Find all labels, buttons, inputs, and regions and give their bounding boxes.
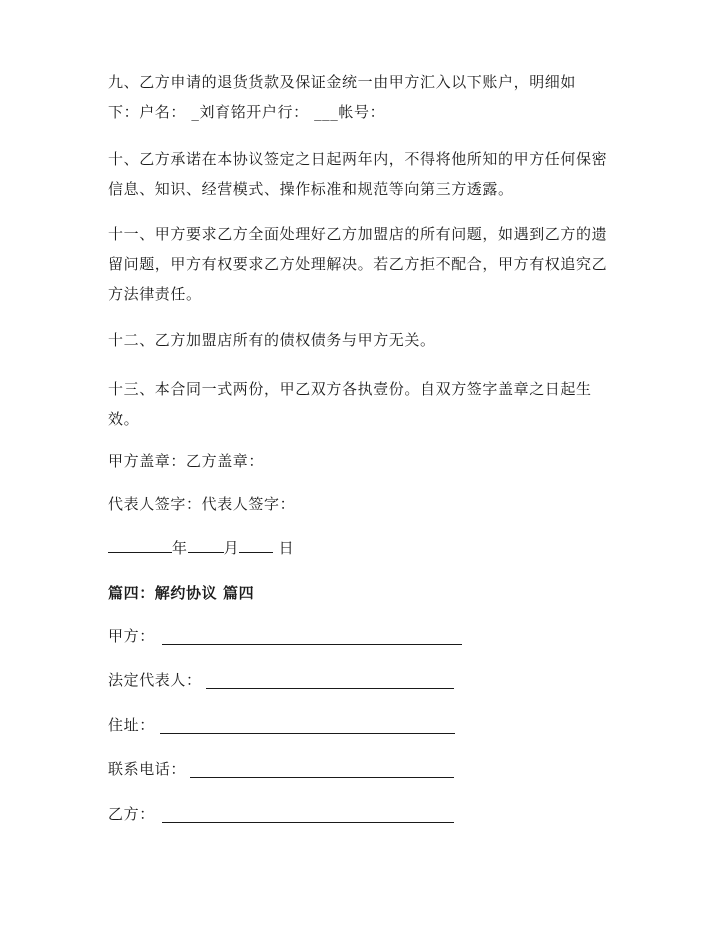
field-label: 甲方： [108,627,155,645]
month-blank [188,538,224,553]
account-name-label: 下：户名： [108,103,187,121]
clause-11: 十一、甲方要求乙方全面处理好乙方加盟店的所有问题，如遇到乙方的遗留问题，甲方有权要求乙方处理解决。若乙方拒不配合，甲方有权追究乙方法律责任。 [108,225,608,303]
year-label: 年 [172,539,188,557]
legal-representative-blank [206,688,454,689]
field-label: 乙方： [108,805,155,823]
month-label: 月 [223,539,240,557]
party-b-blank [162,822,454,823]
phone-blank [190,777,454,778]
clause-9-line-1 [108,71,576,93]
legal-representative-field [108,669,202,691]
seal-line-text: 甲方盖章：乙方盖章： [108,452,265,470]
address-field [108,714,155,736]
seal-line [108,450,264,472]
representative-line-text: 代表人签字：代表人签字： [108,495,296,513]
clause-13: 十三、本合同一式两份，甲乙双方各执壹份。自双方签字盖章之日起生效。 [108,380,592,428]
day-blank [239,538,273,553]
representative-line [108,493,295,515]
clause-9-text: 九、乙方申请的退货货款及保证金统一由甲方汇入以下账户，明细如 [108,73,577,91]
day-label: 日 [278,539,295,557]
account-name-value: _刘育铭开户行： [191,103,309,121]
field-label: 住址： [108,716,155,734]
account-number-label: ___帐号： [314,103,386,121]
field-label: 法定代表人： [108,671,202,689]
section-4-heading: 篇四：解约协议 篇四 [108,584,255,602]
clause-12: 十二、乙方加盟店所有的债权债务与甲方无关。 [108,331,436,349]
date-line [108,537,294,559]
field-label: 联系电话： [108,760,187,778]
clause-9-line-2 [108,101,385,123]
year-blank [108,538,172,553]
clause-10: 十、乙方承诺在本协议签定之日起两年内，不得将他所知的甲方任何保密信息、知识、经营模式、操作标准和规范等向第三方透露。 [108,150,608,198]
party-b-field [108,803,155,825]
party-a-field [108,625,155,647]
party-a-blank [162,644,462,645]
phone-field [108,758,186,780]
address-blank [160,733,455,734]
